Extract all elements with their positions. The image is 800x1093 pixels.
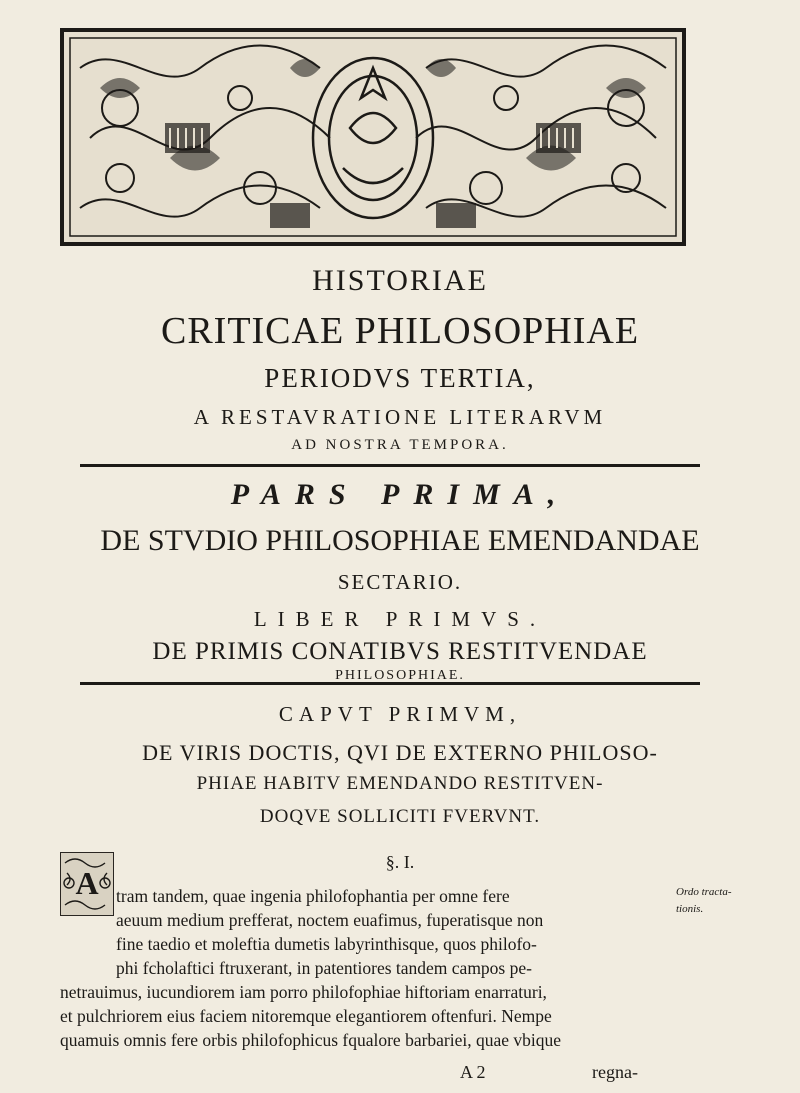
body-line: et pulchriorem eius faciem nitoremque elegantiorem oftenfuri. Nempe bbox=[60, 1006, 552, 1026]
decorated-initial bbox=[60, 852, 114, 916]
horizontal-rule bbox=[80, 682, 700, 685]
title-ad-nostra bbox=[0, 437, 800, 454]
title-line: PERIODVS TERTIA, bbox=[264, 363, 536, 393]
body-line: aeuum medium prefferat, noctem euafimus, fuperatisque non bbox=[116, 910, 544, 930]
title-criticae bbox=[0, 309, 800, 353]
book-subtitle-line: PHILOSOPHIAE. bbox=[335, 668, 465, 683]
part-subtitle-line: SECTARIO. bbox=[337, 570, 463, 594]
part-subtitle-line: DE STVDIO PHILOSOPHIAE EMENDANDAE bbox=[100, 524, 700, 557]
chapter-subtitle-line: DOQVE SOLLICITI FVERVNT. bbox=[259, 806, 541, 827]
margin-note-line: Ordo tracta- bbox=[676, 886, 732, 898]
margin-note bbox=[676, 884, 796, 918]
body-line: fine taedio et moleftia dumetis labyrinthisque, quos philofo- bbox=[116, 934, 537, 954]
chapter-subtitle-line: DE VIRIS DOCTIS, QVI DE EXTERNO PHILOSO- bbox=[142, 740, 658, 765]
signature-mark: A 2 bbox=[460, 1062, 486, 1082]
title-line: CRITICAE PHILOSOPHIAE bbox=[160, 310, 640, 352]
title-historiae bbox=[0, 264, 800, 298]
book-subtitle-line: DE PRIMIS CONATIBVS RESTITVENDAE bbox=[152, 638, 648, 665]
ornamental-headpiece bbox=[60, 28, 686, 248]
chapter-subtitle-2 bbox=[0, 773, 800, 795]
book-subtitle bbox=[0, 638, 800, 666]
book-title: LIBER PRIMVS. bbox=[253, 607, 547, 631]
part-title: PARS PRIMA, bbox=[230, 478, 570, 511]
title-periodvs bbox=[0, 363, 800, 394]
part-heading bbox=[0, 478, 800, 512]
title-line: HISTORIAE bbox=[312, 264, 488, 297]
title-line: A RESTAVRATIONE LITERARVM bbox=[193, 405, 607, 429]
chapter-subtitle-line: PHIAE HABITV EMENDANDO RESTITVEN- bbox=[196, 773, 604, 794]
book-heading bbox=[0, 607, 800, 632]
chapter-subtitle-3 bbox=[0, 806, 800, 828]
chapter-subtitle-1 bbox=[0, 740, 800, 766]
part-subtitle bbox=[0, 524, 800, 558]
chapter-title: CAPVT PRIMVM, bbox=[278, 702, 522, 726]
body-line: quamuis omnis fere orbis philofophicus fqualore barbariei, quae vbique bbox=[60, 1030, 562, 1050]
horizontal-rule bbox=[80, 464, 700, 467]
part-subtitle-2 bbox=[0, 570, 800, 595]
body-line: phi fcholaftici ftruxerant, in patentiores tandem campos pe- bbox=[116, 958, 532, 978]
catchword: regna- bbox=[592, 1062, 638, 1082]
section-number: §. I. bbox=[385, 852, 415, 872]
body-line: netrauimus, iucundiorem iam porro philofophiae hiftoriam enarraturi, bbox=[60, 982, 547, 1002]
title-restavratione bbox=[0, 405, 800, 430]
body-line: tram tandem, quae ingenia philofophantia per omne fere bbox=[116, 886, 510, 906]
margin-note-line: tionis. bbox=[676, 903, 704, 915]
section-mark bbox=[0, 852, 800, 873]
title-line: AD NOSTRA TEMPORA. bbox=[291, 437, 509, 453]
chapter-heading bbox=[0, 702, 800, 727]
initial-letter: A bbox=[75, 865, 99, 901]
